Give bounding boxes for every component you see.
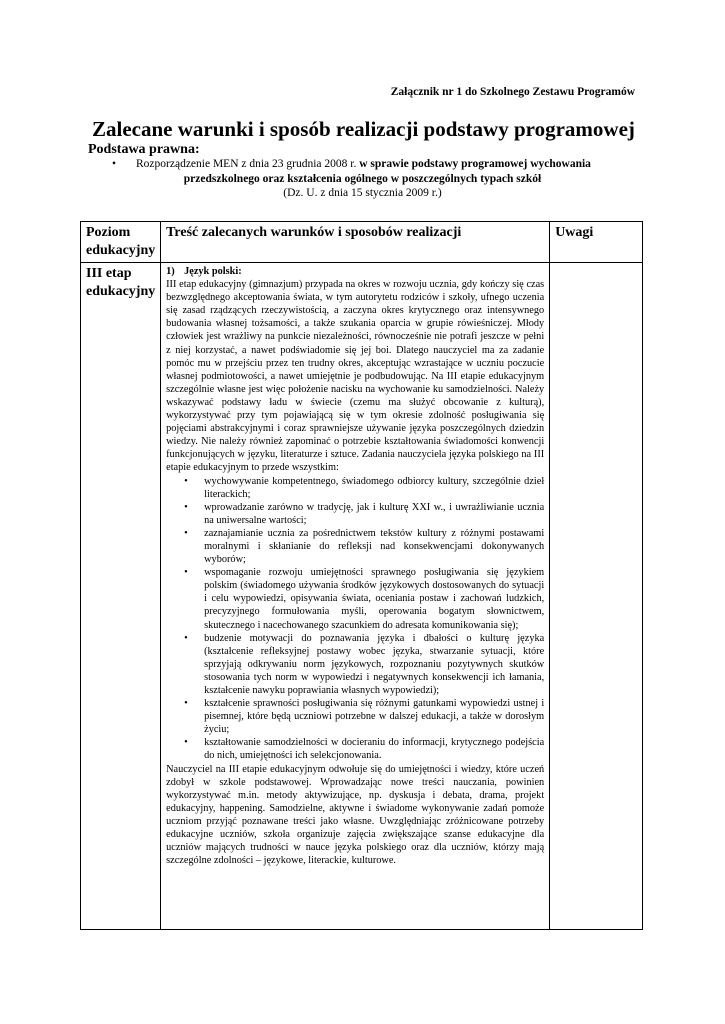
bullet-icon: • (184, 737, 188, 749)
task-text: wspomaganie rozwoju umiejętności sprawnego posługiwania się językiem polskim (świadomego używania środków językowych dostosowanych do sytuacji i celu wypowiedzi, opisywania świata, oceniania postaw i zachowań ludzkich, precyzyjnego formułowania myśli, operowania bogatym słownictwem, skutecznego i nacechowanego szacunkiem do adresata komunikowania się); (204, 567, 545, 631)
regulation-name: Rozporządzenie MEN z dnia 23 grudnia 2008 r. (136, 158, 360, 170)
bullet-icon: • (184, 567, 188, 579)
table-row (81, 263, 643, 930)
list-item (184, 632, 545, 697)
bullet-icon: • (184, 698, 188, 710)
regulation-citation: (Dz. U. z dnia 15 stycznia 2009 r.) (283, 187, 442, 199)
header-notes: Uwagi (550, 222, 643, 263)
section-title-text: Język polski: (184, 266, 242, 277)
task-text: wychowywanie kompetentnego, świadomego odbiorcy kultury, szczególnie dzieł literackich; (204, 475, 545, 500)
regulation-subject-part2: przedszkolnego oraz kształcenia ogólnego w poszczególnych typach szkół (183, 173, 542, 185)
content-cell (161, 263, 550, 930)
bullet-icon: • (184, 475, 188, 487)
bullet-icon: • (184, 527, 188, 539)
bullet-icon: • (184, 501, 188, 513)
list-item (184, 527, 545, 566)
list-item (184, 501, 545, 527)
notes-cell (550, 263, 643, 930)
task-text: kształcenie sprawności posługiwania się różnymi gatunkami wypowiedzi ustnej i pisemnej, które będą uczniowi potrzebne w dalszej edukacji, a także w dorosłym życiu; (204, 698, 545, 736)
bullet-icon: • (184, 632, 188, 644)
task-text: wprowadzanie zarówno w tradycję, jak i kulturę XXI w., i uwrażliwianie ucznia na uniwersalne wartości; (204, 501, 545, 526)
section-title (166, 265, 544, 278)
table-header-row (81, 222, 643, 263)
bullet-icon: • (112, 158, 117, 170)
task-text: zaznajamianie ucznia za pośrednictwem tekstów kultury z różnymi postawami moralnymi i skłanianie do refleksji nad konsekwencjami dokonywanych wyborów; (204, 527, 545, 566)
legal-basis-label: Podstawa prawna: (88, 142, 200, 157)
list-item (184, 697, 545, 736)
level-cell: III etap edukacyjny (81, 263, 161, 930)
section-number: 1) (166, 266, 175, 277)
closing-paragraph: Nauczyciel na III etapie edukacyjnym odwołuje się do umiejętności i wiedzy, które uczeń zdobył w szkole podstawowej. Wprowadzając nowe treści nauczania, powinien wykorzystywać m.in. metody aktywizujące, np. dyskusja i debata, drama, projekt edukacyjny, happening. Samodzielne, aktywne i świadome wykonywanie zadań pomoże uczniom przyjąć poznawane treści jako własne. Uwzględniając zróżnicowane potrzeby edukacyjne uczniów, szkoła organizuje zajęcia zwiększające szanse edukacyjne dla uczniów mających trudności w nauce języka polskiego oraz dla uczniów, którzy mają szczególne zdolności – językowe, literackie, kulturowe. (166, 763, 545, 867)
intro-paragraph: III etap edukacyjny (gimnazjum) przypada na okres w rozwoju ucznia, gdy kończy się czas bezwzględnego akceptowania świata, w tym autorytetu rodziców i szkoły, ufnego uczenia się zasad rządzących rzeczywistością, a zaczyna okres krytycznego oraz intensywnego budowania własnej tożsamości, a także szukania oparcia w grupie rówieśniczej. Młody człowiek jest wrażliwy na punkcie niezależności, równocześnie nie potrafi jeszcze w pełni z niej korzystać, a nawet podświadomie się jej boi. Dlatego nauczyciel ma za zadanie pomóc mu w przejściu przez ten trudny okres, akceptując wzrastające w uczniu poczucie własnej podmiotowości, a nawet umiejętnie je podbudowując. Na III etapie edukacyjnym szczególnie własne jest więc położenie nacisku na wychowanie ku samodzielności. Należy wskazywać podstawy ładu w świecie (czemu ma służyć obcowanie z kulturą), wykorzystywać przy tym pojawiającą się w tym okresie zdolność posługiwania się pojęciami abstrakcyjnymi i coraz sprawniejsze używanie języka poszczególnych dziedzin wiedzy. Nie należy również zapominać o potrzebie kształtowania świadomości konwencji funkcjonujących w języku, literaturze i sztuce. Zadania nauczyciela języka polskiego na III etapie edukacyjnym to przede wszystkim: (166, 279, 545, 474)
header-content: Treść zalecanych warunków i sposobów realizacji (161, 222, 550, 263)
list-item (184, 475, 545, 501)
regulation-line (112, 158, 591, 170)
list-item (184, 736, 545, 762)
conditions-table (80, 221, 643, 930)
task-text: kształtowanie samodzielności w docieraniu do informacji, krytycznego podejścia do nich, umiejętności ich selekcjonowania. (204, 737, 545, 762)
header-level: Poziom edukacyjny (81, 222, 161, 263)
task-text: budzenie motywacji do poznawania języka i dbałości o kulturę języka (kształcenie refleksyjnej postawy wobec języka, stwarzanie sytuacji, które sprzyjają odkrywaniu norm językowych, rozpoznaniu pozytywnych skutków stosowania tych norm w wypowiedzi i negatywnych konsekwencji ich łamania, kształcenie nawyku poprawiania własnych wypowiedzi); (204, 632, 545, 696)
tasks-list (166, 475, 544, 763)
annex-label: Załącznik nr 1 do Szkolnego Zestawu Programów (390, 86, 635, 98)
document-title: Zalecane warunki i sposób realizacji podstawy programowej (92, 117, 635, 141)
list-item (184, 566, 545, 631)
regulation-subject-part1: w sprawie podstawy programowej wychowania (359, 158, 591, 170)
